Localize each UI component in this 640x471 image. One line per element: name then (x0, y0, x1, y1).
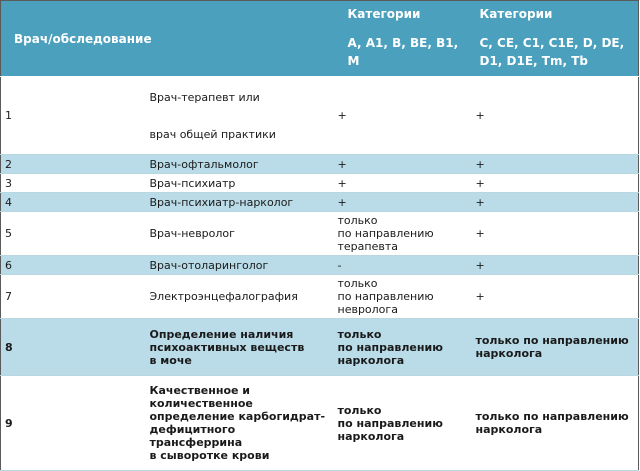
row-cat-a-line: только (337, 277, 378, 290)
row-name: Врач-офтальмолог (146, 155, 334, 174)
row-name: Электроэнцефалография (146, 275, 334, 319)
row-cat-a-line: нарколога (337, 353, 405, 367)
header-cat-a (334, 1, 472, 77)
header-exam: Врач/обследование (1, 1, 334, 77)
row-cat-a-line: только (337, 327, 382, 341)
row-cat-c: + (472, 275, 639, 319)
row-cat-a-line: только (337, 214, 378, 227)
row-cat-a: + (334, 155, 472, 174)
row-number: 2 (1, 155, 146, 174)
row-name (146, 319, 334, 376)
row-number: 9 (1, 376, 146, 471)
row-cat-a-line: по направлению (337, 290, 434, 303)
row-cat-a: - (334, 256, 472, 275)
table-row (1, 77, 639, 155)
row-cat-a: + (334, 193, 472, 212)
row-name: Врач-невролог (146, 212, 334, 256)
row-cat-a-line: только (337, 403, 382, 417)
row-cat-c: + (472, 155, 639, 174)
row-name-line: определение карбогидрат- (149, 410, 326, 423)
row-cat-c: + (472, 174, 639, 193)
row-name-line: дефицитного (149, 423, 236, 436)
table-row (1, 376, 639, 471)
table-row (1, 193, 639, 212)
row-cat-a: + (334, 174, 472, 193)
header-cat-a-title: Категории (347, 7, 421, 21)
row-cat-a-line: по направлению (337, 416, 443, 430)
row-number: 1 (1, 77, 146, 155)
row-name (146, 376, 334, 471)
table-row (1, 256, 639, 275)
row-number: 5 (1, 212, 146, 256)
row-name: Врач-отоларинголог (146, 256, 334, 275)
header-cat-c-title: Категории (479, 7, 553, 21)
row-cat-c-line: нарколога (475, 423, 543, 436)
table-row (1, 155, 639, 174)
row-cat-a-line: по направлению (337, 340, 443, 354)
row-number: 4 (1, 193, 146, 212)
row-cat-a (334, 212, 472, 256)
row-name-line: Качественное и (149, 384, 250, 397)
row-name: Врач-психиатр (146, 174, 334, 193)
row-cat-c (472, 319, 639, 376)
table-header (1, 1, 639, 77)
row-name-line: в сыворотке крови (149, 449, 270, 462)
row-number: 8 (1, 319, 146, 376)
table-row (1, 275, 639, 319)
table-row (1, 212, 639, 256)
header-cat-a-list: A, A1, B, BE, B1, M (347, 36, 459, 68)
row-cat-a: + (334, 77, 472, 155)
header-cat-c (472, 1, 639, 77)
row-name-line: трансферрина (149, 436, 243, 449)
row-name (146, 77, 334, 155)
row-name-line: в моче (149, 353, 192, 367)
row-name: Врач-психиатр-нарколог (146, 193, 334, 212)
row-number: 6 (1, 256, 146, 275)
row-cat-a (334, 275, 472, 319)
table-row (1, 319, 639, 376)
table-row (1, 174, 639, 193)
row-name-line: психоактивных веществ (149, 340, 305, 354)
row-name-line: врач общей практики (149, 127, 276, 141)
row-cat-c: + (472, 77, 639, 155)
row-number: 7 (1, 275, 146, 319)
header-cat-c-list: C, CE, C1, C1E, D, DE, D1, D1E, Tm, Tb (479, 36, 625, 68)
row-cat-a-line: терапевта (337, 240, 398, 253)
row-cat-c-line: только по направлению (475, 334, 629, 347)
row-cat-c-line: нарколога (475, 347, 543, 360)
row-cat-a (334, 319, 472, 376)
row-name-line: количественное (149, 397, 253, 410)
row-cat-a-line: по направлению (337, 227, 434, 240)
row-name-line: Врач-терапевт или (149, 90, 260, 104)
row-cat-c: + (472, 256, 639, 275)
row-cat-a (334, 376, 472, 471)
row-cat-c (472, 376, 639, 471)
row-cat-a-line: невролога (337, 303, 398, 316)
row-cat-c-line: только по направлению (475, 410, 629, 423)
row-name-line: Определение наличия (149, 327, 294, 341)
row-cat-c: + (472, 212, 639, 256)
row-cat-a-line: нарколога (337, 429, 405, 443)
row-cat-c: + (472, 193, 639, 212)
row-number: 3 (1, 174, 146, 193)
